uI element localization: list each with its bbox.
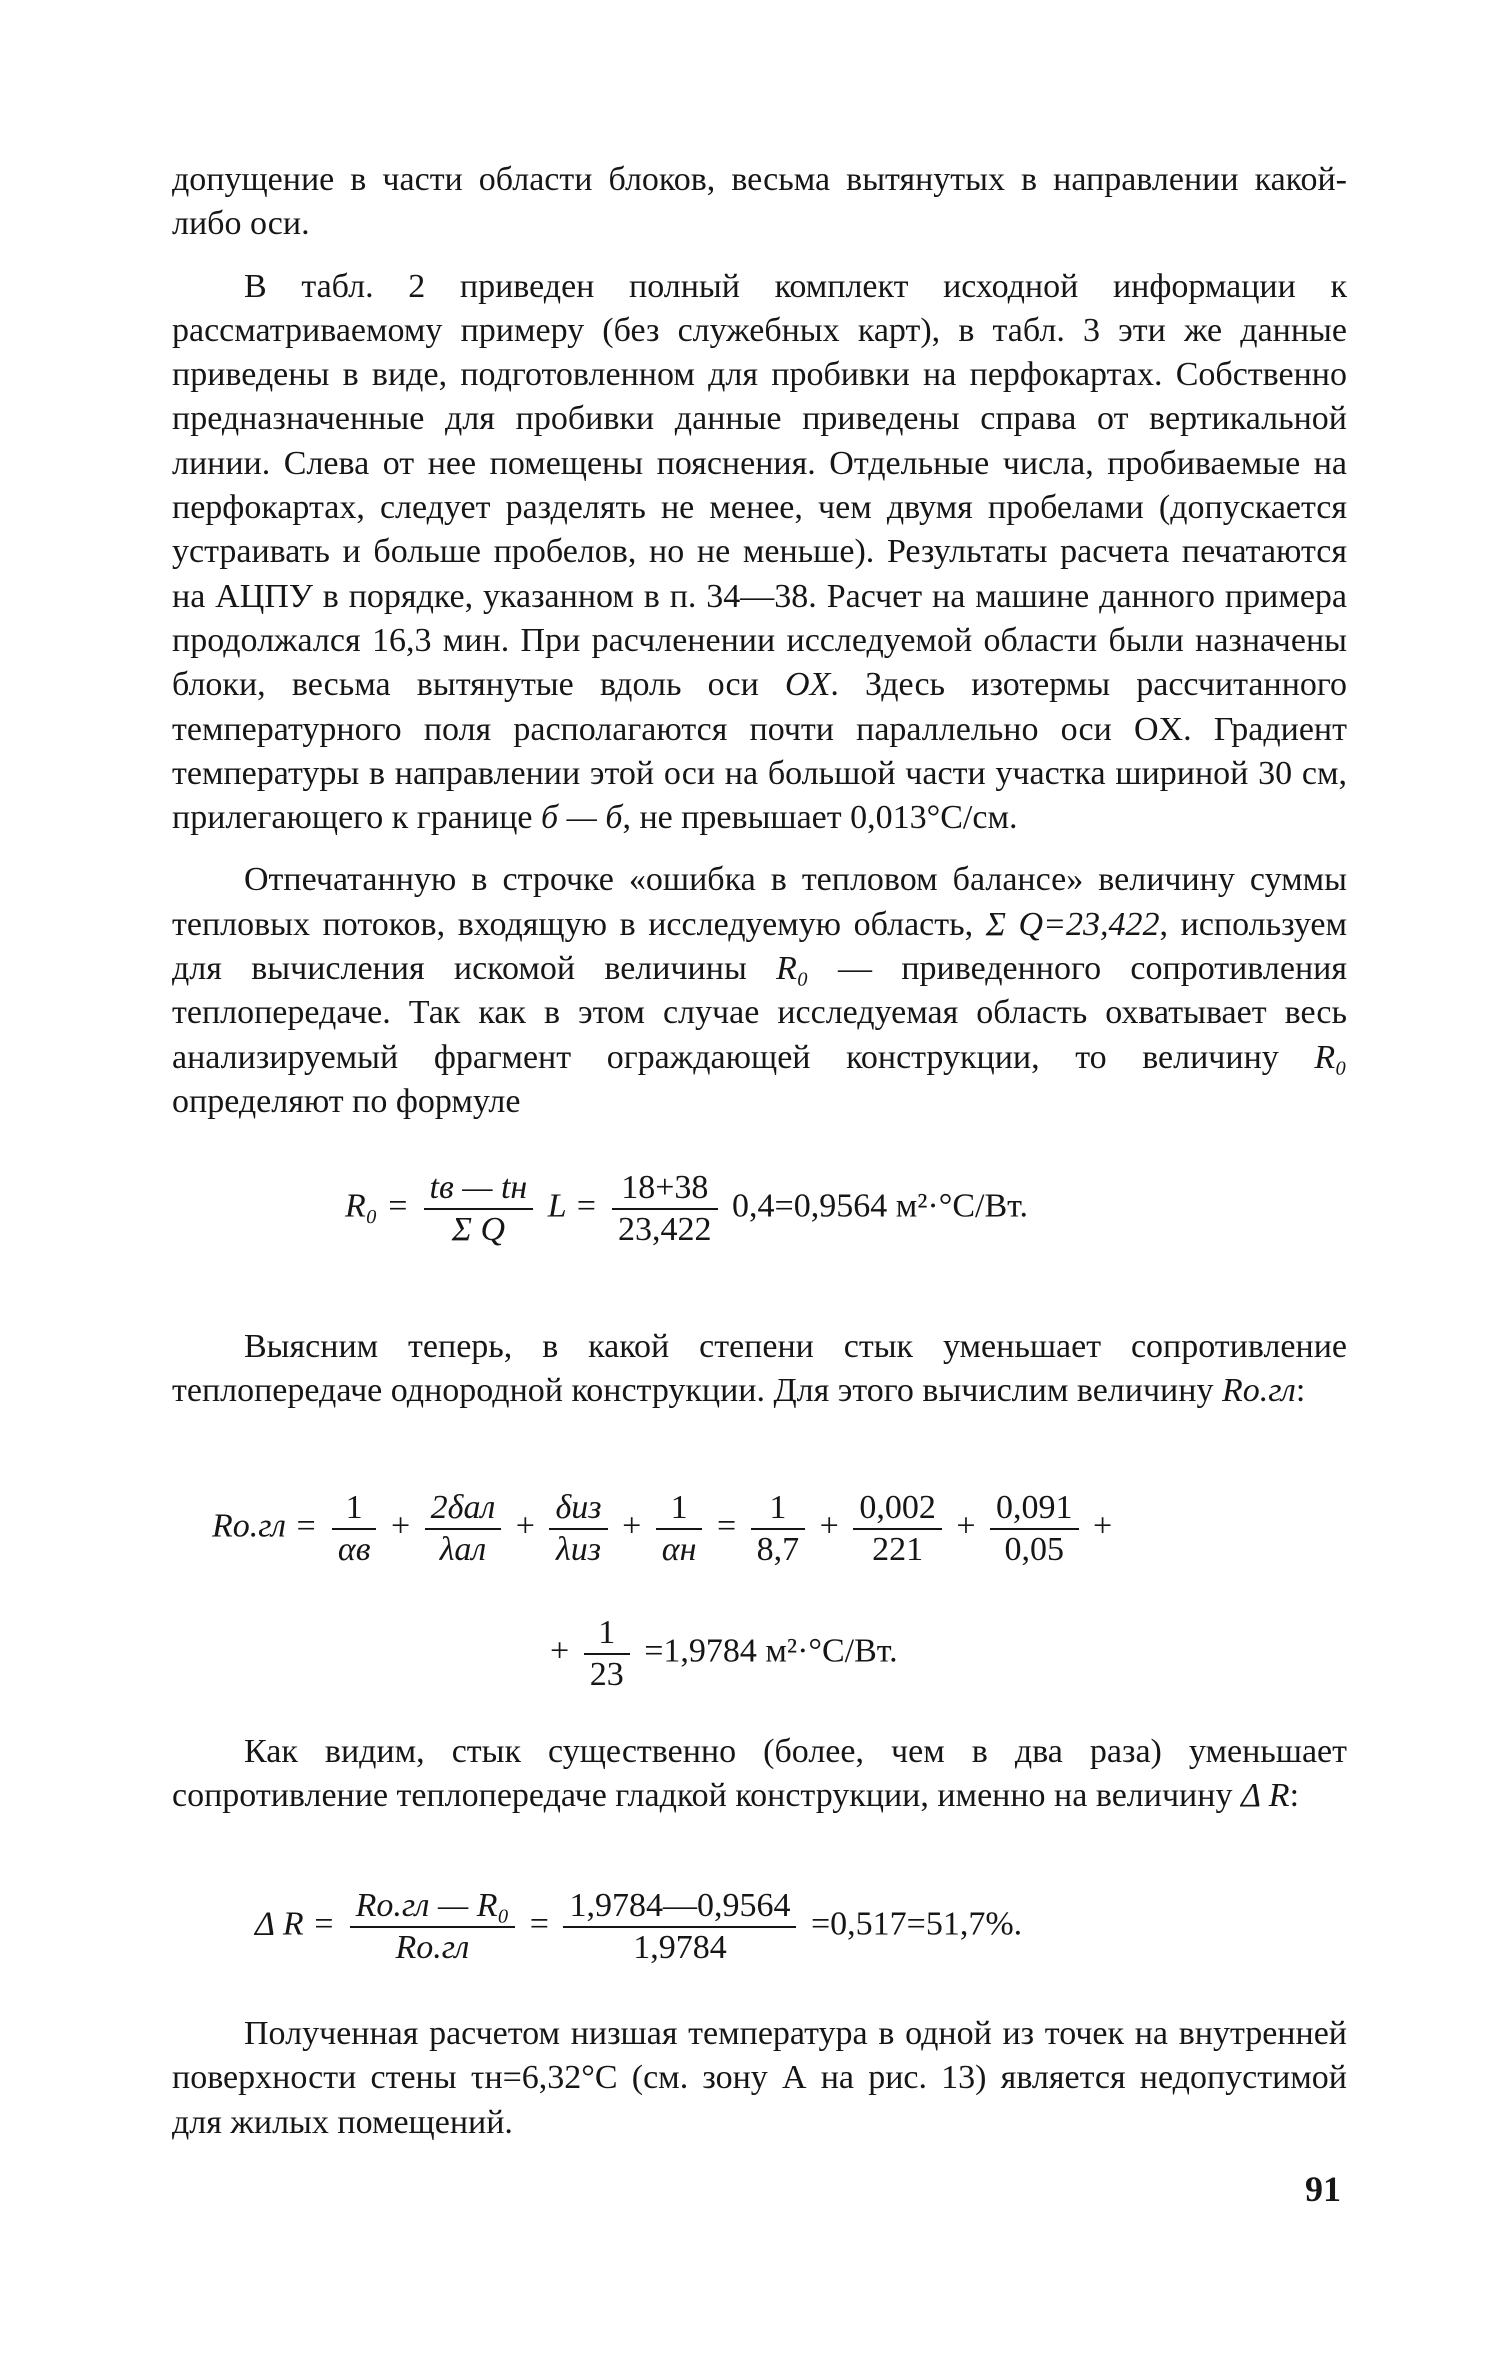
fraction: $\frac{1}{23}$ <box>584 1615 630 1692</box>
fraction: $\frac{1}{\alpha в}$ <box>332 1490 377 1567</box>
fraction: $\frac{1}{\alpha н}$ <box>656 1490 703 1567</box>
formula-delta-r: Δ R = $\frac{\text{Rо.гл — R₀}}{Rо.гл}$ = $\frac{1,9784—0,9564}{1,9784}$ =0,517=51,7%. <box>255 1887 1023 1966</box>
formula-rogl-continuation: + $\frac{1}{23}$ =1,9784 м²·°C/Вт. <box>550 1614 898 1693</box>
formula-r0: R₀ = $\frac{tв — tн}{\text{Σ Q}}$ L = $\frac{18+38}{23,422}$ 0,4=0,9564 м²·°C/Вт. <box>345 1169 1028 1248</box>
fraction: $\frac{1,9784—0,9564}{1,9784}$ <box>563 1888 796 1965</box>
paragraph-1: допущение в части области блоков, весьма вытянутых в направлении какой-либо оси. <box>172 161 1347 243</box>
fraction: $\frac{18+38}{23,422}$ <box>612 1170 718 1247</box>
paragraph-3: Отпечатанную в строчке «ошибка в тепловом балансе» величину суммы тепловых потоков, входящую в исследуемую область, Σ Q=23,422, используем для вычисления искомой величины R₀ — приведенного сопротивления теплопередаче. Так как в этом случае исследуемая область охватывает весь анализируемый фрагмент ограждающей конструкции, то величину R₀ определяют по формуле <box>172 861 1348 1120</box>
paragraph-5: Как видим, стык существенно (более, чем в два раза) уменьшает сопротивление теплопередаче гладкой конструкции, именно на величину Δ R: <box>172 1733 1347 1815</box>
text-bottom <box>172 2012 1347 2145</box>
fraction: $\frac{1}{8,7}$ <box>751 1490 806 1567</box>
paragraph-6: Полученная расчетом низшая температура в одной из точек на внутренней поверхности стены τн=6,32°C (см. зону А на рис. 13) является недопустимой для жилых помещений. <box>172 2015 1347 2141</box>
fraction: $\frac{\text{Rо.гл — R₀}}{Rо.гл}$ <box>350 1888 516 1965</box>
formula-rogl: Rо.гл = $\frac{1}{\alpha в}$ + $\frac{\text{2δал}}{\text{λал}}$ + $\frac{\text{δиз}}{\text{λиз}}$ + $\frac{1}{\alpha н}$ = $\frac{1}{8,7}$ + $\frac{0,002}{221}$ + $\frac{0,091}{0,05}$ + <box>212 1489 1113 1568</box>
page-number: 91 <box>1305 2169 1341 2209</box>
text-lower <box>172 1730 1347 1819</box>
text-middle <box>172 1325 1347 1414</box>
text-top <box>172 158 1347 1124</box>
fraction: $\frac{0,091}{0,05}$ <box>990 1490 1079 1567</box>
fraction: $\frac{0,002}{221}$ <box>853 1490 942 1567</box>
paragraph-4: Выясним теперь, в какой степени стык уменьшает сопротивление теплопередаче однородной конструкции. Для этого вычислим величину Rо.гл: <box>172 1328 1347 1410</box>
paragraph-2: В табл. 2 приведен полный комплект исходной информации к рассматриваемому примеру (без служебных карт), в табл. 3 эти же данные приведены в виде, подготовленном для пробивки на перфокартах. Собственно предназначенные для пробивки данные приведены справа от вертикальной линии. Слева от нее помещены пояснения. Отдельные числа, пробиваемые на перфокартах, следует разделять не менее, чем двумя пробелами (допускается устраивать и больше пробелов, но не меньше). Результаты расчета печатаются на АЦПУ в порядке, указанном в п. 34—38. Расчет на машине данного примера продолжался 16,3 мин. При расчленении исследуемой области были назначены блоки, весьма вытянутые вдоль оси OX. Здесь изотермы рассчитанного температурного поля располагаются почти параллельно оси OX. Градиент температуры в направлении этой оси на большой части участка шириной 30 см, прилегающего к границе б — б, не превышает 0,013°C/см. <box>172 267 1347 837</box>
fraction: $\frac{\text{δиз}}{\text{λиз}}$ <box>549 1490 607 1567</box>
fraction: $\frac{\text{2δал}}{\text{λал}}$ <box>425 1490 502 1567</box>
fraction: $\frac{tв — tн}{\text{Σ Q}}$ <box>424 1170 534 1247</box>
